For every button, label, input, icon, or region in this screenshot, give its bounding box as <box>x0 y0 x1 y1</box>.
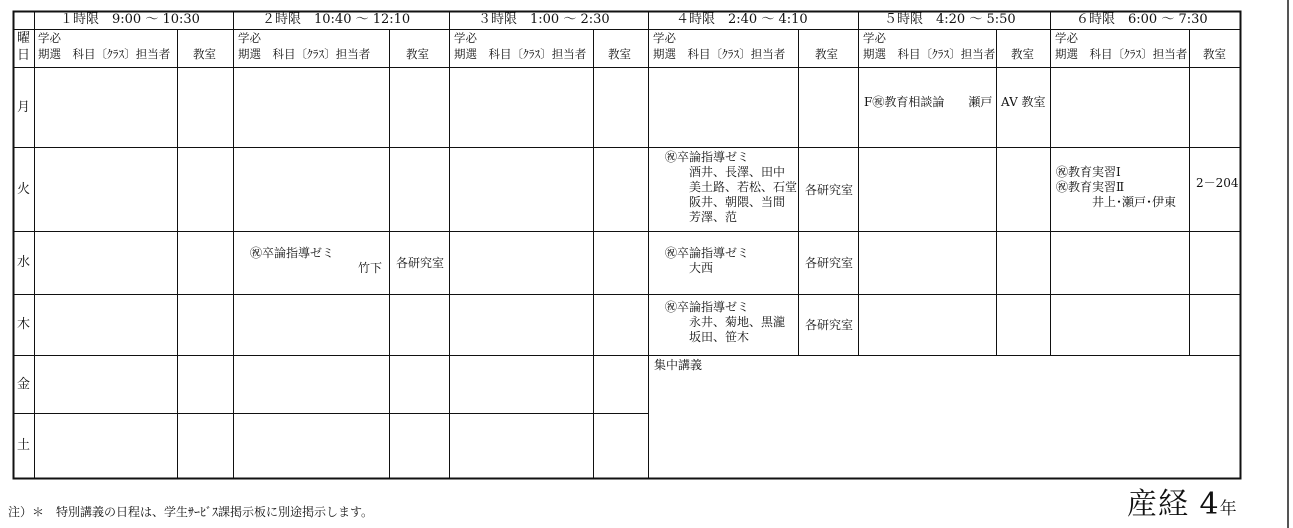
period-header-6: ６時限 6:00 〜 7:30 <box>1076 12 1208 27</box>
day-header-line2: 日 <box>17 48 31 63</box>
col-header-room: 教室 <box>406 47 429 61</box>
col-header-subject: 期選 科目〔ｸﾗｽ〕担当者 <box>238 47 371 61</box>
col-header-gakuhitsu: 学必 <box>1055 31 1078 45</box>
period-header-4: ４時限 2:40 〜 4:10 <box>676 12 808 27</box>
course-wed-p4-subject: ㊗卒論指導ゼミ 大西 <box>665 246 750 275</box>
day-label-tue: 火 <box>17 182 31 197</box>
footer-note: 注）＊ 特別講義の日程は、学生ｻｰﾋﾞｽ課掲示板に別途掲示します。 <box>8 505 374 519</box>
col-header-gakuhitsu: 学必 <box>238 31 261 45</box>
department-label: 産経 <box>1127 487 1189 522</box>
col-header-subject: 期選 科目〔ｸﾗｽ〕担当者 <box>454 47 587 61</box>
col-header-room: 教室 <box>1203 47 1226 61</box>
course-tue-p6-room: 2－204 <box>1196 176 1239 190</box>
course-mon-p5-room: AV 教室 <box>1001 95 1046 109</box>
course-thu-p4-subject: ㊗卒論指導ゼミ 永井、菊地、黒瀧 坂田、笹木 <box>665 300 786 344</box>
course-wed-p2-subject: ㊗卒論指導ゼミ 竹下 <box>250 246 383 275</box>
day-label-fri: 金 <box>17 377 31 392</box>
day-label-mon: 月 <box>17 100 31 115</box>
col-header-room: 教室 <box>608 47 631 61</box>
col-header-subject: 期選 科目〔ｸﾗｽ〕担当者 <box>1055 47 1188 61</box>
col-header-gakuhitsu: 学必 <box>653 31 676 45</box>
col-header-room: 教室 <box>1011 47 1034 61</box>
col-header-subject: 期選 科目〔ｸﾗｽ〕担当者 <box>653 47 786 61</box>
day-header-line1: 曜 <box>17 31 31 46</box>
course-thu-p4-room: 各研究室 <box>805 318 854 332</box>
course-tue-p4-subject: ㊗卒論指導ゼミ 酒井、長澤、田中 美土路、若松、石堂 阪井、朝隈、当間 芳澤、范 <box>665 150 798 224</box>
course-tue-p4-room: 各研究室 <box>805 183 854 197</box>
period-header-5: ５時限 4:20 〜 5:50 <box>884 12 1016 27</box>
col-header-subject: 期選 科目〔ｸﾗｽ〕担当者 <box>38 47 171 61</box>
day-label-sat: 土 <box>17 438 31 453</box>
intensive-lecture-label: 集中講義 <box>654 358 703 372</box>
period-header-2: ２時限 10:40 〜 12:10 <box>262 12 411 27</box>
year-suffix: 年 <box>1219 499 1238 519</box>
course-wed-p2-room: 各研究室 <box>396 256 445 270</box>
page-edge-shadow <box>1287 0 1289 528</box>
day-label-wed: 水 <box>17 255 31 270</box>
col-header-room: 教室 <box>815 47 838 61</box>
col-header-gakuhitsu: 学必 <box>38 31 61 45</box>
course-wed-p4-room: 各研究室 <box>805 256 854 270</box>
day-label-thu: 木 <box>17 317 31 332</box>
course-tue-p6-subject: ㊗教育実習Ⅰ ㊗教育実習Ⅱ 井上･瀬戸･伊東 <box>1056 165 1177 209</box>
col-header-subject: 期選 科目〔ｸﾗｽ〕担当者 <box>863 47 996 61</box>
department-year-label <box>1127 486 1238 524</box>
year-number: 4 <box>1199 487 1220 522</box>
period-header-1: １時限 9:00 〜 10:30 <box>60 12 200 27</box>
course-mon-p5-subject: F㊗教育相談論 瀬戸 <box>864 95 993 109</box>
col-header-gakuhitsu: 学必 <box>863 31 886 45</box>
col-header-gakuhitsu: 学必 <box>454 31 477 45</box>
period-header-3: ３時限 1:00 〜 2:30 <box>478 12 610 27</box>
col-header-room: 教室 <box>193 47 216 61</box>
